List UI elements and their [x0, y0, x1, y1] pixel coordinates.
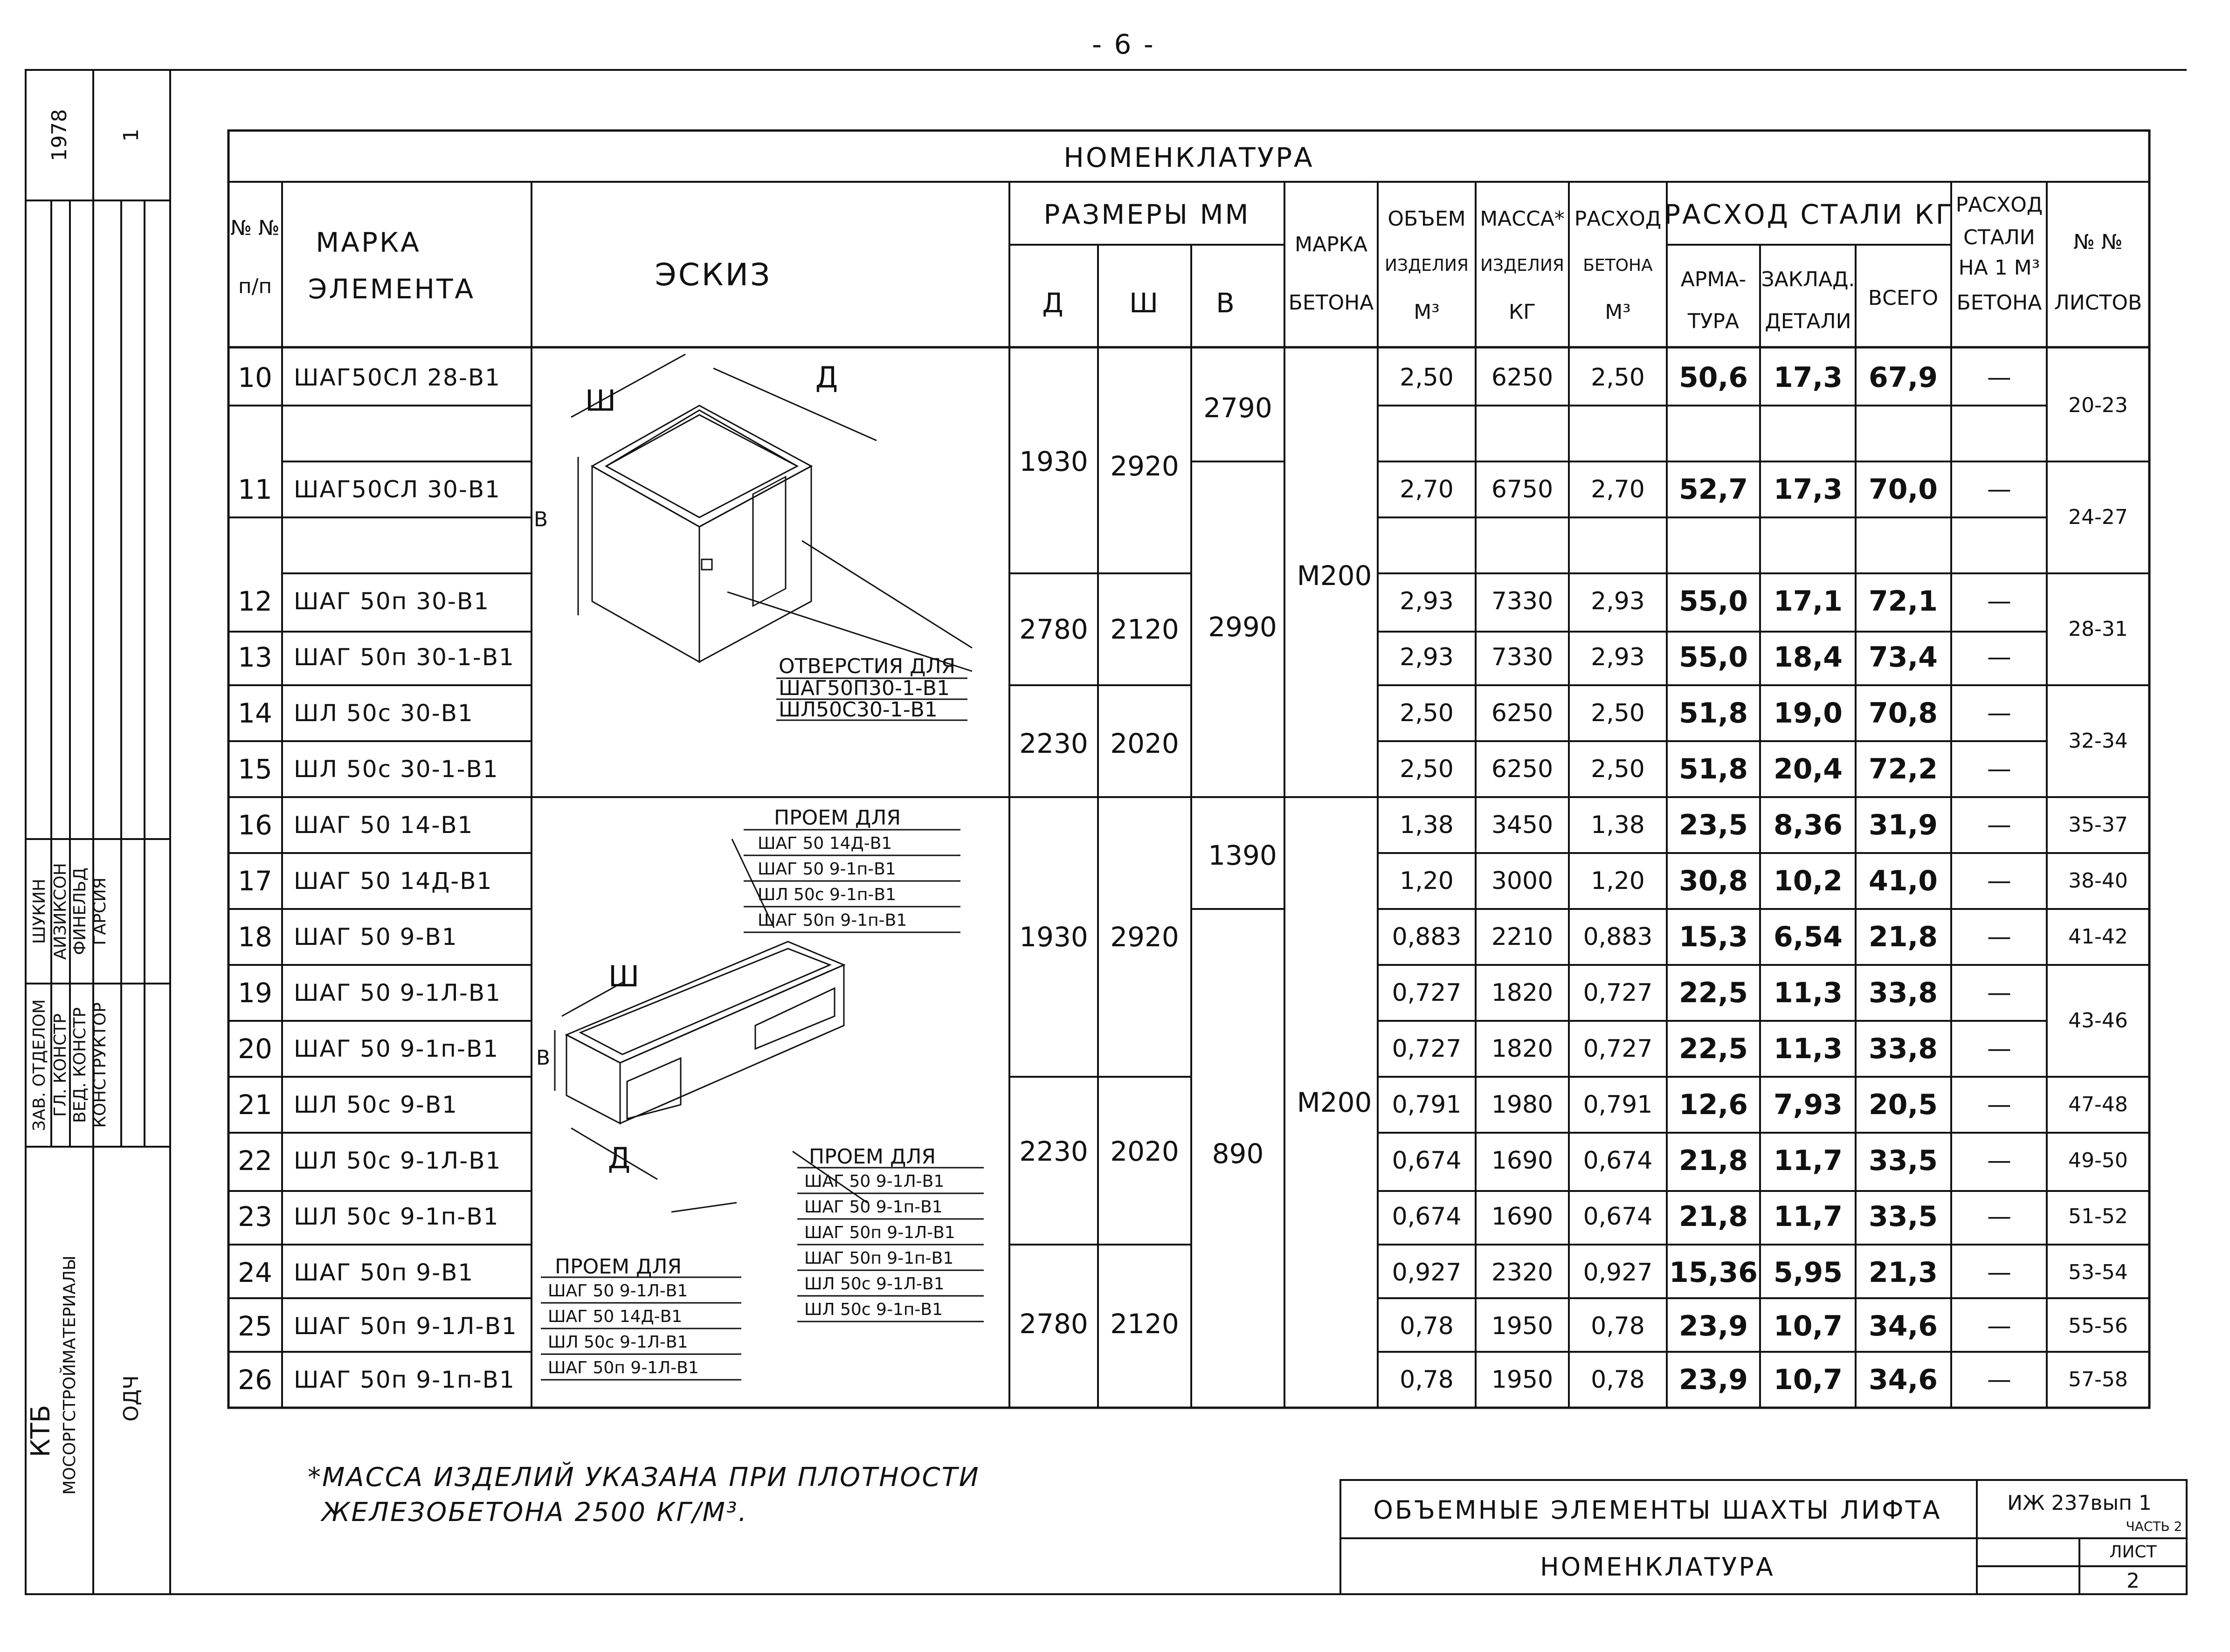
proem2-item: ШЛ 50с 9-1п-В1 — [804, 1300, 943, 1319]
cell-tot: 20,5 — [1868, 1088, 1938, 1121]
header-steel-per-m3-3: НА 1 М³ — [1958, 256, 2040, 280]
dim-sh-cell: 2920 — [1110, 450, 1179, 482]
dim-v-cell: 890 — [1212, 1138, 1264, 1170]
cell-arm: 21,8 — [1678, 1144, 1748, 1177]
cell-n: 10 — [238, 362, 272, 393]
cell-tot: 41,0 — [1868, 865, 1938, 897]
header-sheets-sub: ЛИСТОВ — [2054, 291, 2142, 315]
cell-n: 18 — [238, 921, 272, 953]
cell-mark: ШАГ 50п 9-В1 — [294, 1259, 474, 1286]
header-concrete-grade-sub: БЕТОНА — [1288, 291, 1374, 315]
cell-mass: 1980 — [1491, 1091, 1553, 1119]
cell-arm: 51,8 — [1678, 753, 1748, 785]
stamp-role: КОНСТРУКТОР — [90, 1002, 110, 1128]
cell-emb: 7,93 — [1773, 1088, 1843, 1121]
cell-sheets: 32-34 — [2068, 729, 2128, 753]
cell-per: — — [1987, 923, 2011, 951]
cell-conc: 2,50 — [1591, 699, 1645, 727]
proem2-item: ШАГ 50п 9-1Л-В1 — [804, 1223, 955, 1242]
cell-mark: ШЛ 50с 9-В1 — [294, 1091, 458, 1118]
cell-mass: 7330 — [1491, 587, 1553, 615]
cell-arm: 15,3 — [1678, 921, 1748, 953]
cell-vol: 0,674 — [1392, 1147, 1462, 1175]
header-dim-d: Д — [1042, 287, 1065, 319]
header-total: ВСЕГО — [1868, 286, 1939, 310]
header-concrete-unit: М³ — [1605, 300, 1631, 324]
concrete-grade-cell: М200 — [1297, 1087, 1372, 1118]
stamp-role: ГЛ. КОНСТР — [51, 1013, 70, 1117]
cell-per: — — [1987, 1035, 2011, 1063]
footnote-line: ЖЕЛЕЗОБЕТОНА 2500 КГ/М³. — [322, 1497, 748, 1528]
cell-mass: 1950 — [1491, 1366, 1553, 1394]
cell-mark: ШАГ 50 14-В1 — [294, 812, 474, 839]
cell-conc: 0,674 — [1583, 1147, 1653, 1175]
cell-conc: 0,883 — [1583, 923, 1653, 951]
cell-mark: ШАГ 50 9-1Л-В1 — [294, 979, 501, 1006]
stamp-role: ЗАВ. ОТДЕЛОМ — [30, 999, 49, 1131]
header-concrete: РАСХОД — [1574, 207, 1662, 231]
header-concrete-sub: БЕТОНА — [1583, 256, 1653, 275]
cell-mark: ШАГ 50 9-В1 — [294, 923, 458, 950]
cell-mark: ШЛ 50с 9-1Л-В1 — [294, 1147, 502, 1174]
dim-sh-cell: 2120 — [1110, 1308, 1179, 1340]
proem3-item: ШАГ 50 9-1Л-В1 — [548, 1281, 688, 1301]
header-armature-sub: ТУРА — [1687, 310, 1740, 333]
cell-mark: ШЛ 50с 30-В1 — [294, 700, 474, 727]
drawing-code: ИЖ 237вып 1 — [2007, 1491, 2152, 1515]
cell-sheets: 20-23 — [2068, 393, 2128, 417]
cell-vol: 1,38 — [1400, 811, 1454, 839]
dim-v-cell: 2990 — [1208, 611, 1277, 643]
cell-mark: ШАГ 50п 9-1Л-В1 — [294, 1313, 518, 1340]
cell-conc: 0,78 — [1591, 1312, 1645, 1340]
cell-sheets: 43-46 — [2068, 1009, 2128, 1032]
cell-sheets: 28-31 — [2068, 617, 2128, 641]
cell-sheets: 38-40 — [2068, 869, 2128, 893]
cell-per: — — [1987, 979, 2011, 1007]
table-title: НОМЕНКЛАТУРА — [1063, 142, 1314, 173]
cell-vol: 0,883 — [1392, 923, 1462, 951]
cell-vol: 2,93 — [1400, 587, 1454, 615]
cell-emb: 8,36 — [1773, 809, 1843, 841]
header-mark: МАРКА — [316, 227, 421, 258]
cell-emb: 18,4 — [1773, 641, 1843, 674]
sketch-dim-v: В — [533, 508, 548, 531]
sketch2-dim-sh: Ш — [608, 959, 642, 993]
openings-item: ШЛ50С30-1-В1 — [779, 698, 938, 722]
sheet-number: 2 — [2126, 1569, 2140, 1593]
cell-emb: 5,95 — [1773, 1256, 1843, 1289]
header-volume: ОБЪЕМ — [1388, 207, 1466, 231]
cell-mass: 3000 — [1491, 867, 1553, 895]
stamp-name: ШУКИН — [30, 879, 49, 944]
cell-n: 25 — [238, 1310, 272, 1342]
cell-mass: 6750 — [1491, 475, 1553, 503]
cell-emb: 11,7 — [1773, 1200, 1843, 1233]
cell-mass: 6250 — [1491, 699, 1553, 727]
cell-mass: 6250 — [1491, 364, 1553, 392]
cell-arm: 15,36 — [1669, 1256, 1758, 1289]
cell-sheets: 41-42 — [2068, 925, 2128, 949]
cell-per: — — [1987, 755, 2011, 783]
cell-arm: 55,0 — [1678, 585, 1748, 618]
dim-d-cell: 1930 — [1019, 921, 1088, 953]
cell-n: 26 — [238, 1364, 272, 1396]
cell-mark: ШАГ 50п 9-1п-В1 — [294, 1366, 515, 1393]
proem3-item: ШАГ 50п 9-1Л-В1 — [548, 1358, 699, 1377]
dim-d-cell: 2230 — [1019, 1136, 1088, 1167]
cell-mass: 1690 — [1491, 1147, 1553, 1175]
stamp-dept: ОДЧ — [119, 1375, 143, 1422]
cell-emb: 10,2 — [1773, 865, 1843, 897]
sketch-dim-sh: Ш — [585, 384, 618, 418]
cell-per: — — [1987, 1147, 2011, 1175]
proem3-title: ПРОЕМ ДЛЯ — [555, 1255, 682, 1279]
cell-mark: ШАГ 50п 30-1-В1 — [294, 644, 515, 671]
cell-conc: 2,50 — [1591, 755, 1645, 783]
cell-mark: ШАГ50СЛ 28-В1 — [294, 364, 501, 391]
cell-conc: 0,927 — [1583, 1259, 1653, 1287]
proem1-item: ШАГ 50п 9-1п-В1 — [758, 911, 907, 930]
header-mass: МАССА* — [1480, 207, 1565, 231]
proem2-title: ПРОЕМ ДЛЯ — [809, 1145, 936, 1169]
cell-per: — — [1987, 867, 2011, 895]
cell-vol: 2,70 — [1400, 475, 1454, 503]
stamp-name: ГАРСИЯ — [90, 877, 110, 945]
cell-per: — — [1987, 587, 2011, 615]
header-num: № № — [230, 216, 280, 240]
header-steel-per-m3-2: СТАЛИ — [1963, 226, 2035, 249]
cell-conc: 0,791 — [1583, 1091, 1653, 1119]
cell-conc: 1,38 — [1591, 811, 1645, 839]
cell-arm: 22,5 — [1678, 977, 1748, 1009]
cell-arm: 23,9 — [1678, 1363, 1748, 1396]
concrete-grade-cell: М200 — [1297, 560, 1372, 592]
cell-tot: 70,8 — [1868, 697, 1938, 730]
stamp-name: АЙЗИКСОН — [51, 863, 70, 960]
cell-conc: 2,93 — [1591, 587, 1645, 615]
cell-n: 16 — [238, 809, 272, 841]
cell-vol: 0,78 — [1400, 1312, 1454, 1340]
header-steel-per-m3-4: БЕТОНА — [1956, 291, 2042, 315]
cell-tot: 21,3 — [1868, 1256, 1938, 1289]
cell-tot: 67,9 — [1868, 361, 1938, 394]
cell-mass: 3450 — [1491, 811, 1553, 839]
cell-vol: 2,50 — [1400, 699, 1454, 727]
header-armature: АРМА- — [1680, 268, 1747, 291]
cell-mass: 1950 — [1491, 1312, 1553, 1340]
header-element: ЭЛЕМЕНТА — [308, 273, 476, 305]
cell-arm: 23,5 — [1678, 809, 1748, 841]
cell-per: — — [1987, 643, 2011, 671]
cell-per: — — [1987, 1203, 2011, 1231]
cell-conc: 0,674 — [1583, 1203, 1653, 1231]
dim-sh-cell: 2020 — [1110, 1136, 1179, 1167]
cell-n: 14 — [238, 697, 272, 729]
cell-sheets: 55-56 — [2068, 1314, 2128, 1338]
stamp-org: МОСОРГСТРОЙМАТЕРИАЛЫ — [60, 1255, 79, 1495]
cell-mass: 2320 — [1491, 1259, 1553, 1287]
cell-per: — — [1987, 1366, 2011, 1394]
cell-vol: 0,674 — [1392, 1203, 1462, 1231]
cell-sheets: 35-37 — [2068, 813, 2128, 837]
cell-mass: 2210 — [1491, 923, 1553, 951]
cell-emb: 11,3 — [1773, 1032, 1843, 1065]
cell-mass: 6250 — [1491, 755, 1553, 783]
stamp-issue: 1 — [119, 129, 143, 142]
cell-n: 17 — [238, 865, 272, 897]
cell-mass: 1690 — [1491, 1203, 1553, 1231]
cell-n: 11 — [238, 474, 272, 505]
stamp-year: 1978 — [48, 109, 71, 161]
stamp-name: ФИНЕЛЬД — [70, 867, 90, 955]
cell-emb: 17,1 — [1773, 585, 1843, 618]
page-number: - 6 - — [1092, 28, 1155, 60]
cell-arm: 23,9 — [1678, 1310, 1748, 1342]
cell-per: — — [1987, 811, 2011, 839]
cell-n: 22 — [238, 1145, 272, 1177]
cell-n: 23 — [238, 1201, 272, 1232]
cell-arm: 21,8 — [1678, 1200, 1748, 1233]
cell-vol: 2,93 — [1400, 643, 1454, 671]
cell-conc: 0,727 — [1583, 979, 1653, 1007]
stamp-org: КТБ — [26, 1404, 56, 1458]
dim-d-cell: 2230 — [1019, 728, 1088, 759]
cell-mark: ШАГ 50 9-1п-В1 — [294, 1035, 499, 1062]
cell-n: 21 — [238, 1089, 272, 1121]
cell-emb: 10,7 — [1773, 1310, 1843, 1342]
cell-vol: 1,20 — [1400, 867, 1454, 895]
cell-vol: 0,727 — [1392, 1035, 1462, 1063]
proem1-item: ШАГ 50 9-1п-В1 — [758, 860, 896, 879]
dim-sh-cell: 2020 — [1110, 728, 1179, 759]
cell-emb: 17,3 — [1773, 361, 1843, 394]
cell-sheets: 24-27 — [2068, 505, 2128, 529]
dim-v-cell: 1390 — [1208, 840, 1277, 871]
proem1-item: ШАГ 50 14Д-В1 — [758, 834, 892, 853]
dim-sh-cell: 2920 — [1110, 921, 1179, 953]
sheet-label: ЛИСТ — [2109, 1542, 2157, 1562]
cell-mark: ШАГ50СЛ 30-В1 — [294, 476, 501, 503]
proem2-item: ШАГ 50п 9-1п-В1 — [804, 1249, 954, 1268]
header-embedded-sub: ДЕТАЛИ — [1765, 310, 1851, 333]
header-dim-sh: Ш — [1129, 287, 1160, 319]
proem2-item: ШЛ 50с 9-1Л-В1 — [804, 1274, 945, 1294]
header-embedded: ЗАКЛАД. — [1761, 268, 1855, 291]
header-sheets: № № — [2073, 230, 2123, 254]
sketch2-dim-d: Д — [608, 1141, 633, 1175]
cell-mark: ШЛ 50с 9-1п-В1 — [294, 1203, 499, 1230]
header-steel: РАСХОД СТАЛИ КГ — [1664, 199, 1954, 230]
cell-conc: 0,78 — [1591, 1366, 1645, 1394]
cell-emb: 11,7 — [1773, 1144, 1843, 1177]
dim-sh-cell: 2120 — [1110, 613, 1179, 645]
cell-mass: 1820 — [1491, 979, 1553, 1007]
cell-tot: 72,2 — [1868, 753, 1938, 785]
cell-arm: 51,8 — [1678, 697, 1748, 730]
cell-sheets: 57-58 — [2068, 1368, 2128, 1391]
cell-emb: 19,0 — [1773, 697, 1843, 730]
cell-emb: 6,54 — [1773, 921, 1843, 953]
cell-mark: ШЛ 50с 30-1-В1 — [294, 756, 499, 783]
drawing-part: ЧАСТЬ 2 — [2126, 1519, 2182, 1534]
cell-vol: 0,78 — [1400, 1366, 1454, 1394]
cell-per: — — [1987, 1312, 2011, 1340]
header-dim-v: В — [1216, 287, 1236, 319]
cell-emb: 10,7 — [1773, 1363, 1843, 1396]
cell-conc: 2,50 — [1591, 364, 1645, 392]
cell-emb: 20,4 — [1773, 753, 1843, 785]
cell-arm: 12,6 — [1678, 1088, 1748, 1121]
header-num-sub: п/п — [238, 275, 272, 298]
cell-emb: 17,3 — [1773, 473, 1843, 506]
drawing-title: ОБЪЕМНЫЕ ЭЛЕМЕНТЫ ШАХТЫ ЛИФТА — [1373, 1495, 1942, 1525]
cell-sheets: 49-50 — [2068, 1149, 2128, 1172]
header-volume-unit: М³ — [1414, 300, 1440, 324]
cell-tot: 33,8 — [1868, 1032, 1938, 1065]
header-sketch: ЭСКИЗ — [655, 257, 772, 293]
cell-tot: 34,6 — [1868, 1310, 1938, 1342]
cell-tot: 21,8 — [1868, 921, 1938, 953]
cell-n: 24 — [238, 1257, 272, 1288]
cell-arm: 30,8 — [1678, 865, 1748, 897]
cell-tot: 33,8 — [1868, 977, 1938, 1009]
cell-vol: 0,791 — [1392, 1091, 1462, 1119]
cell-sheets: 51-52 — [2068, 1205, 2128, 1228]
cell-per: — — [1987, 364, 2011, 392]
cell-per: — — [1987, 1259, 2011, 1287]
proem1-item: ШЛ 50с 9-1п-В1 — [758, 885, 896, 904]
cell-per: — — [1987, 699, 2011, 727]
cell-conc: 1,20 — [1591, 867, 1645, 895]
dim-d-cell: 2780 — [1019, 1308, 1088, 1340]
sketch-dim-d: Д — [815, 360, 840, 394]
cell-vol: 2,50 — [1400, 755, 1454, 783]
cell-vol: 0,927 — [1392, 1259, 1462, 1287]
cell-mark: ШАГ 50п 30-В1 — [294, 588, 490, 615]
cell-arm: 55,0 — [1678, 641, 1748, 674]
cell-arm: 52,7 — [1678, 473, 1748, 506]
cell-n: 15 — [238, 753, 272, 785]
proem2-item: ШАГ 50 9-1Л-В1 — [804, 1172, 945, 1191]
openings-item: ШАГ50П30-1-В1 — [779, 676, 950, 700]
cell-n: 20 — [238, 1033, 272, 1065]
cell-n: 12 — [238, 585, 272, 617]
cell-arm: 22,5 — [1678, 1032, 1748, 1065]
proem3-item: ШЛ 50с 9-1Л-В1 — [548, 1333, 688, 1352]
header-mass-unit: КГ — [1508, 300, 1536, 324]
cell-conc: 0,727 — [1583, 1035, 1653, 1063]
cell-tot: 33,5 — [1868, 1144, 1938, 1177]
proem3-item: ШАГ 50 14Д-В1 — [548, 1307, 683, 1326]
cell-sheets: 53-54 — [2068, 1260, 2128, 1284]
cell-tot: 34,6 — [1868, 1363, 1938, 1396]
cell-emb: 11,3 — [1773, 977, 1843, 1009]
cell-tot: 72,1 — [1868, 585, 1938, 618]
header-dims: РАЗМЕРЫ ММ — [1043, 199, 1250, 230]
header-mass-sub: ИЗДЕЛИЯ — [1480, 256, 1564, 275]
cell-vol: 0,727 — [1392, 979, 1462, 1007]
cell-arm: 50,6 — [1678, 361, 1748, 394]
cell-n: 13 — [238, 641, 272, 673]
cell-conc: 2,70 — [1591, 475, 1645, 503]
cell-per: — — [1987, 1091, 2011, 1119]
cell-tot: 73,4 — [1868, 641, 1938, 674]
dim-d-cell: 2780 — [1019, 613, 1088, 645]
openings-title: ОТВЕРСТИЯ ДЛЯ — [779, 654, 956, 678]
cell-tot: 31,9 — [1868, 809, 1938, 841]
header-concrete-grade: МАРКА — [1295, 233, 1367, 256]
proem1-title: ПРОЕМ ДЛЯ — [774, 806, 901, 830]
cell-conc: 2,93 — [1591, 643, 1645, 671]
cell-mass: 1820 — [1491, 1035, 1553, 1063]
cell-mark: ШАГ 50 14Д-В1 — [294, 867, 493, 895]
dim-v-cell: 2790 — [1203, 392, 1272, 424]
header-volume-sub: ИЗДЕЛИЯ — [1385, 256, 1469, 275]
cell-n: 19 — [238, 977, 272, 1009]
dim-d-cell: 1930 — [1019, 446, 1088, 477]
header-steel-per-m3: РАСХОД — [1955, 193, 2043, 217]
cell-per: — — [1987, 475, 2011, 503]
cell-vol: 2,50 — [1400, 364, 1454, 392]
cell-tot: 70,0 — [1868, 473, 1938, 506]
cell-sheets: 47-48 — [2068, 1093, 2128, 1116]
cell-mass: 7330 — [1491, 643, 1553, 671]
drawing-subtitle: НОМЕНКЛАТУРА — [1540, 1552, 1775, 1582]
sketch2-dim-v: В — [536, 1046, 551, 1070]
proem2-item: ШАГ 50 9-1п-В1 — [804, 1198, 943, 1217]
stamp-role: ВЕД. КОНСТР — [70, 1007, 90, 1123]
footnote-line: *МАССА ИЗДЕЛИЙ УКАЗАНА ПРИ ПЛОТНОСТИ — [308, 1462, 980, 1493]
cell-tot: 33,5 — [1868, 1200, 1938, 1233]
